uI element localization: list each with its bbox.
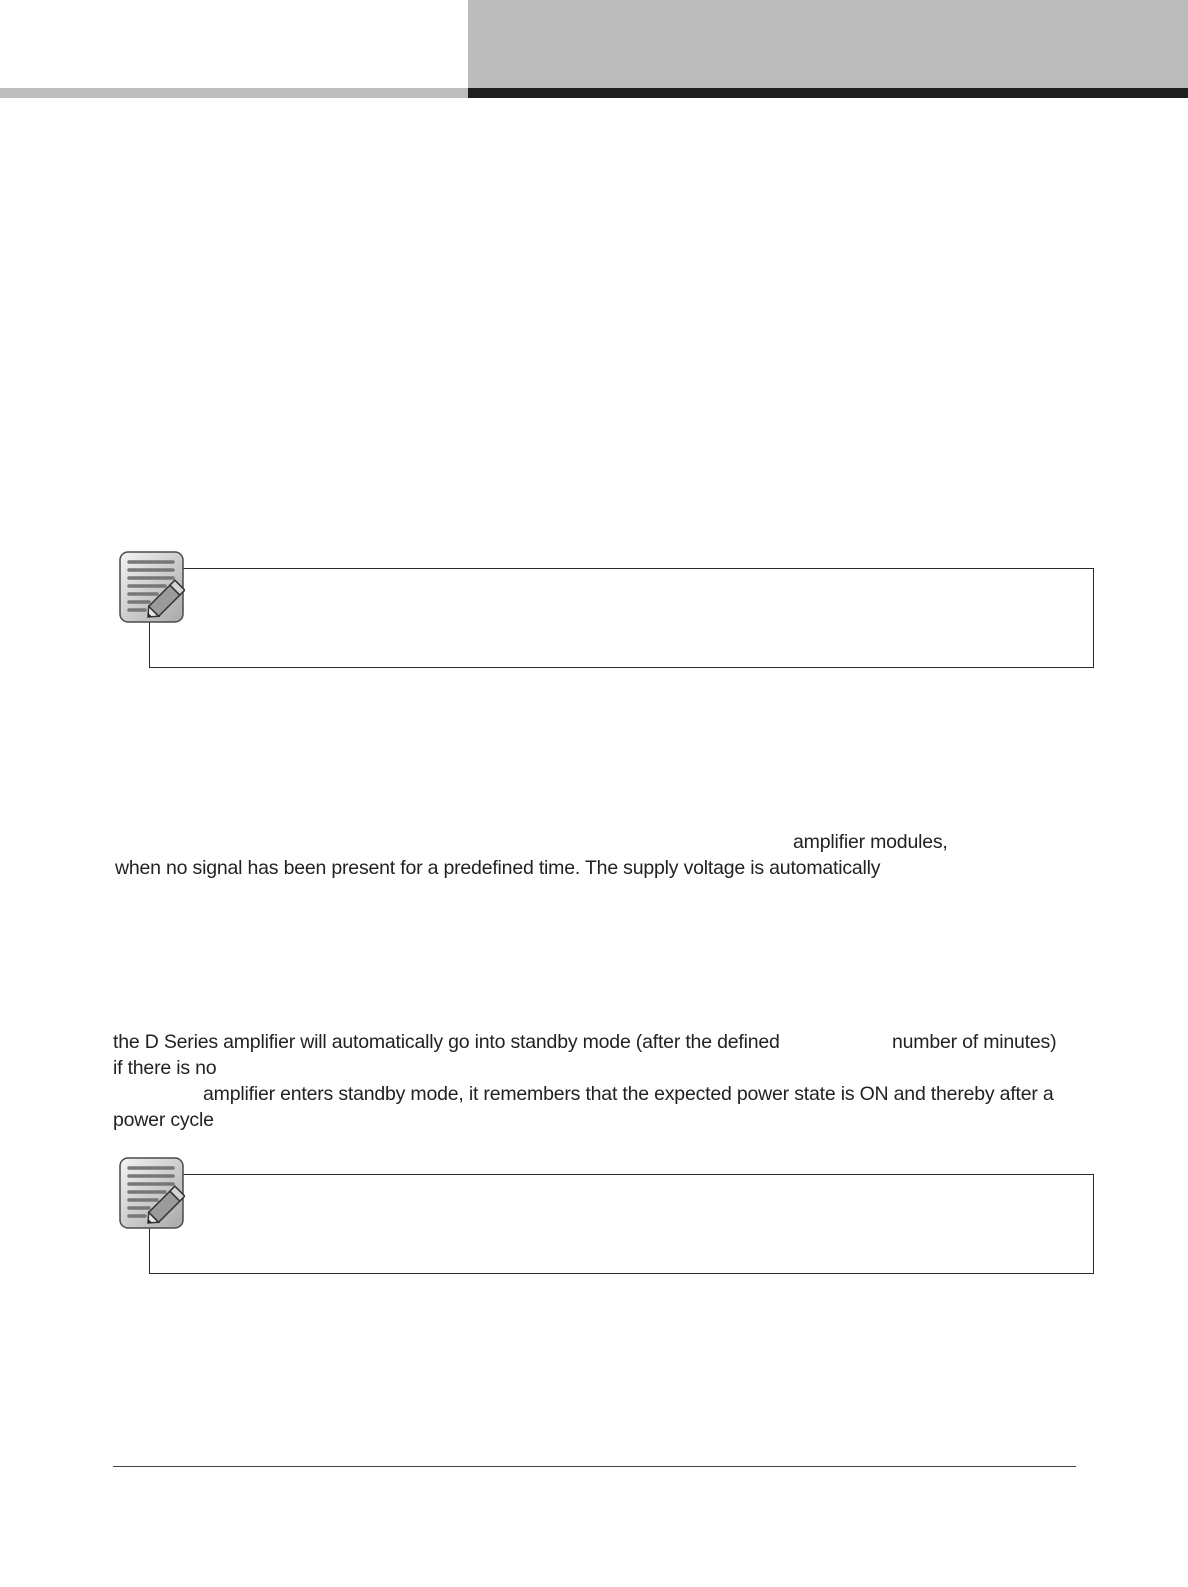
body-text-line: if there is no	[113, 1057, 217, 1079]
body-text-line: amplifier enters standby mode, it remembers that the expected power state is ON and thereby after a	[203, 1083, 1054, 1105]
body-text-line: power cycle	[113, 1109, 214, 1131]
body-text-line: number of minutes)	[892, 1031, 1057, 1053]
body-text-line: the D Series amplifier will automatically go into standby mode (after the defined	[113, 1031, 780, 1053]
note-box-2	[149, 1174, 1094, 1274]
header-title-block	[468, 0, 1188, 88]
body-text-line: when no signal has been present for a predefined time. The supply voltage is automatically	[115, 857, 881, 879]
note-box-1	[149, 568, 1094, 668]
body-text-line: amplifier modules,	[793, 831, 948, 853]
footer-divider	[113, 1466, 1076, 1467]
note-pencil-icon	[119, 551, 185, 625]
header-left-bar	[0, 88, 468, 98]
header-right-bar	[468, 88, 1188, 98]
note-pencil-icon	[119, 1157, 185, 1231]
